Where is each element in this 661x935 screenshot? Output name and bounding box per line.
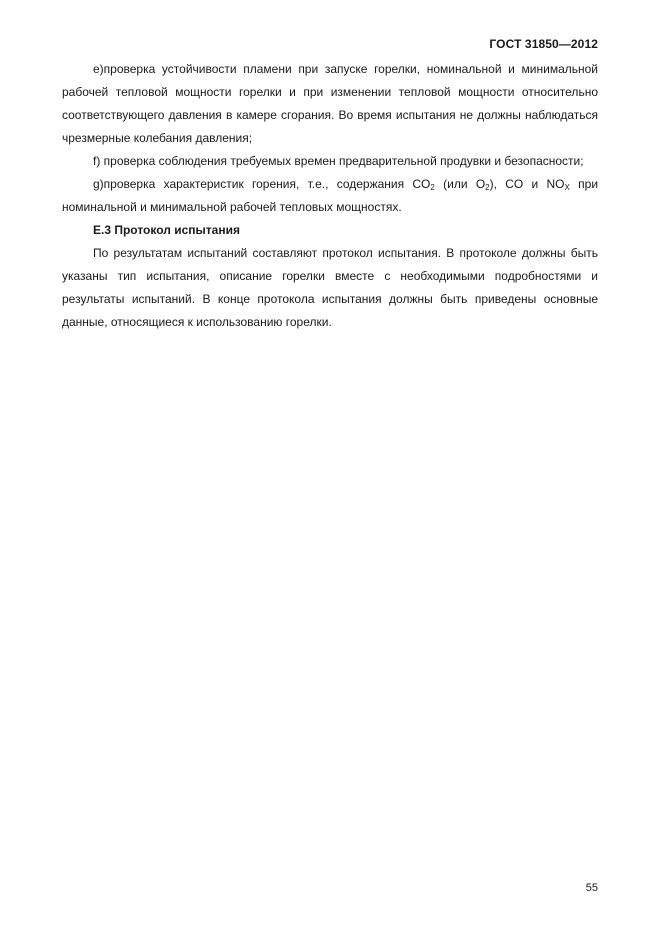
section-paragraph: По результатам испытаний составляют протокол испытания. В протоколе должны быть указаны тип испытания, описание горелки вместе с необходимыми подробностями и результаты испытаний. В конце протокола испытания должны быть приведены основные данные, относящиеся к использованию горелки. bbox=[62, 246, 598, 329]
item-g-text-2: (или O bbox=[434, 177, 486, 191]
item-g bbox=[62, 173, 598, 219]
item-f: f) проверка соблюдения требуемых времен предварительной продувки и безопасности; bbox=[93, 154, 584, 168]
item-g-text-1: g)проверка характеристик горения, т.е., содержания CO bbox=[93, 177, 431, 191]
item-g-sub-1: 2 bbox=[430, 183, 435, 192]
item-e: е)проверка устойчивости пламени при запуске горелки, номинальной и минимальной рабочей тепловой мощности горелки и при изменении тепловой мощности относительно соответствующего давления в камере сгорания. Во время испытания не должны наблюдаться чрезмерные колебания давления; bbox=[62, 62, 598, 145]
item-g-sub-2: 2 bbox=[485, 183, 490, 192]
page-number: 55 bbox=[585, 882, 598, 894]
standard-header: ГОСТ 31850—2012 bbox=[489, 37, 598, 51]
section-heading: Е.3 Протокол испытания bbox=[93, 223, 240, 237]
body-text bbox=[62, 58, 598, 334]
item-g-text-4: при номинальной и минимальной рабочей тепловых мощностях. bbox=[62, 177, 599, 214]
item-g-sub-3: X bbox=[564, 183, 570, 192]
item-g-text-3: ), CO и NO bbox=[489, 177, 565, 191]
